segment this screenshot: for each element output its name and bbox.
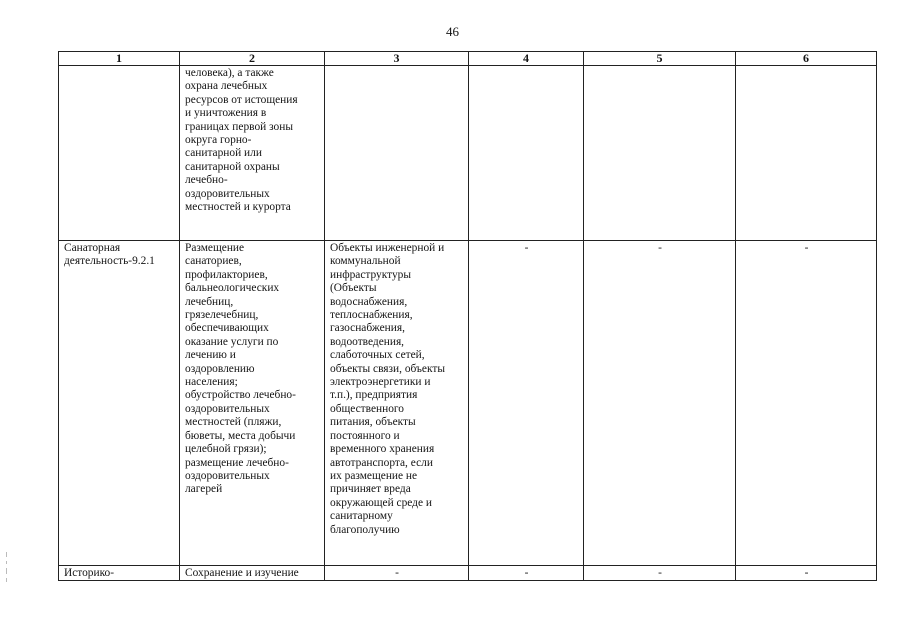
table-cell: - (584, 241, 736, 566)
table-cell: - (325, 566, 469, 581)
table-cell: Размещение санаториев, профилакториев, бальнеологических лечебниц, грязелечебниц, обеспечивающих оказание услуги по лечению и оздоровлению населения; обустройство лечебно- оздоровительных местностей (пляжи, бюветы, места добычи целебной грязи); размещение лечебно- оздоровительных лагерей (180, 241, 325, 566)
table-cell: Санаторная деятельность-9.2.1 (59, 241, 180, 566)
table-row (59, 566, 877, 581)
table-cell: человека), а также охрана лечебных ресурсов от истощения и уничтожения в границах первой зоны округа горно- санитарной или санитарной охраны лечебно- оздоровительных местностей и курорта (180, 66, 325, 241)
column-header-6: 6 (736, 52, 877, 66)
margin-mark-icon (4, 552, 10, 586)
table-cell (59, 66, 180, 241)
table-row (59, 66, 877, 241)
scan-margin-mark (4, 552, 10, 586)
table-cell (325, 66, 469, 241)
column-header-1: 1 (59, 52, 180, 66)
table-cell: - (469, 241, 584, 566)
table-row (59, 241, 877, 566)
column-header-5: 5 (584, 52, 736, 66)
table-cell: - (584, 566, 736, 581)
table-cell: - (736, 241, 877, 566)
page-number: 46 (446, 24, 459, 39)
column-header-3: 3 (325, 52, 469, 66)
table-cell: Объекты инженерной и коммунальной инфраструктуры (Объекты водоснабжения, теплоснабжения, газоснабжения, водоотведения, слаботочных сетей, объекты связи, объекты электроэнергетики и т.п.), предприятия общественного питания, объекты постоянного и временного хранения автотранспорта, если их размещение не причиняет вреда окружающей среде и санитарному благополучию (325, 241, 469, 566)
column-header-2: 2 (180, 52, 325, 66)
table-cell: Сохранение и изучение (180, 566, 325, 581)
table-cell (584, 66, 736, 241)
table-cell: Историко- (59, 566, 180, 581)
table-header-row (59, 52, 877, 66)
table-cell: - (736, 566, 877, 581)
document-table (58, 51, 877, 581)
table-cell: - (469, 566, 584, 581)
table-cell (736, 66, 877, 241)
table-cell (469, 66, 584, 241)
column-header-4: 4 (469, 52, 584, 66)
